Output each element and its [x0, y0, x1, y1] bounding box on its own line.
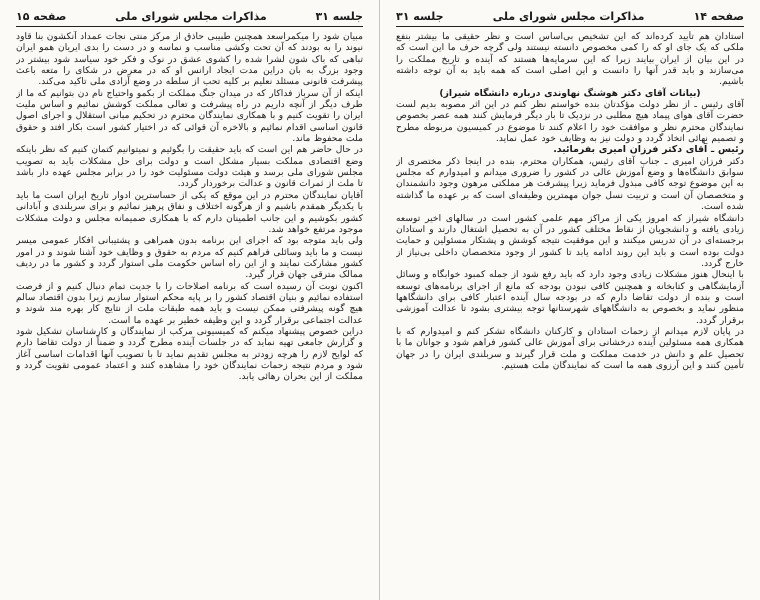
right-page-number: صفحه ۱۴ [693, 10, 744, 23]
paragraph: در پایان لازم میدانم از زحمات استادان و کارکنان دانشگاه تشکر کنم و امیدوارم که با همکاری همه مسئولین آینده درخشانی برای آموزش عالی کشور فراهم شود و جوانان ما با تحصیل علم و دانش در خدمت مملکت و ملت قرار گیرند و سربلندی ایران را در جهان تأمین کنند و این آرزوی همه ما است که نمایندگان ملت هستیم. [396, 325, 744, 371]
right-journal-title: مذاکرات مجلس شورای ملی [492, 10, 645, 23]
section-note: (بیانات آقای دکتر هوشنگ نهاوندی درباره دانشگاه شیراز) [439, 87, 701, 99]
paragraph: استادان هم تأیید کرده‌اند که این تشخیص بی‌اساس است و نظر حقیقی ما بیشتر بنفع ملکی که یک جای او که را کمی مخصوص دانسته نیستند ولی گرچه حرف ما این است که در این بیان از ایران بیایند زیرا که این سرمایه‌ها هستند که آینده و تاریخ مملکت را می‌سازند و باید قدر آنها را دانست و این اصلی است که همه باید به آن توجه داشته باشیم. [396, 31, 744, 88]
right-page-body [396, 31, 744, 593]
paragraph: دکتر فرزان امیری ـ جناب آقای رئیس، همکاران محترم، بنده در اینجا ذکر مختصری از سوابق دانشگاه‌ها و وضع آموزش عالی در کشور را ضروری میدانم و امیدوارم که مجلس به این موضوع توجه کافی مبذول فرماید زیرا پیشرفت هر مملکتی مرهون وجود دانشمندان و متخصصان آن است و تربیت نسل جوان مهمترین وظیفه‌ای است که بر عهده ما گذاشته شده است. [396, 155, 744, 213]
left-page-body [16, 31, 363, 593]
right-session-label: جلسه ۳۱ [396, 10, 444, 23]
paragraph: آقایان نمایندگان محترم در این موقع که یکی از حساسترین ادوار تاریخ ایران است ما باید با یکدیگر همقدم باشیم و از هرگونه اختلاف و نفاق پرهیز نمائیم و برای سربلندی و آبادانی کشور بکوشیم و این جانب اطمینان دارم که با همکاری صمیمانه مجلس و دولت مشکلات موجود مرتفع خواهد شد. [16, 189, 363, 235]
paragraph: با اینحال هنوز مشکلات زیادی وجود دارد که باید رفع شود از جمله کمبود خوابگاه و وسائل آزمایشگاهی و کتابخانه و همچنین کافی نبودن بودجه که مانع از اجرای برنامه‌های توسعه است و بنده از دولت تقاضا دارم که در بودجه سال آینده اعتبار کافی برای دانشگاهها منظور نماید و بخصوص به دانشگاههای شهرستانها توجه بیشتری بشود تا عدالت آموزشی برقرار گردد. [396, 269, 744, 326]
left-page-header [16, 10, 363, 27]
paragraph: اینکه از آن سرباز فداکار که در میدان جنگ مملکت از بکمو واحتیاج نام دن بتوانیم که ما از طرف دیگر از آنچه داریم در راه پیشرفت و تعالی مملکت کوشش نمائیم و اساس ملیت ایران را تقویت کنیم و با همکاری نمایندگان محترم در تحکیم مبانی استقلال و اجرای اصول قانون اساسی اقدام نمائیم و بالاخره آن قوائی که در اختیار کشور است بکار افتد و حقوق ملت محفوظ ماند. [16, 87, 363, 145]
left-page-number: صفحه ۱۵ [16, 10, 67, 23]
left-session-label: جلسه ۳۱ [315, 10, 363, 23]
paragraph: دراین خصوص پیشنهاد میکنم که کمیسیونی مرکب از نمایندگان و کارشناسان تشکیل شود و گزارش جامعی تهیه نماید که در جلسات آینده مطرح گردد و ضمناً از دولت تقاضا دارم که لوایح لازم را هرچه زودتر به مجلس تقدیم نماید تا با تصویب آنها اقدامات اساسی آغاز شود و مردم نتیجه زحمات نمایندگان خود را مشاهده کنند و اعتماد عمومی تقویت گردد و مملکت از این بحران رهائی یابد. [16, 325, 363, 383]
paragraph: در حال حاضر هم این است که باید حقیقت را بگوئیم و نمیتوانیم کتمان کنیم که نظر باینکه وضع اقتصادی مملکت بسیار مشکل است و دولت برای حل مشکلات باید به تصویب مجلس شورای ملی برسد و هیئت دولت مسئولیت خود را در برابر مجلس عهده دار باشد تا ملت از ثمرات قانون و عدالت برخوردار گردد. [16, 144, 363, 190]
paragraph: دانشگاه شیراز که امروز یکی از مراکز مهم علمی کشور است در سالهای اخیر توسعه زیادی یافته و دانشجویان از نقاط مختلف کشور در آن به تحصیل اشتغال دارند و استادان برجسته‌ای در آن تدریس میکنند و این موفقیت نتیجه کوشش و پشتکار مسئولین و حمایت دولت بوده است و باید این روند ادامه یابد تا کشور از وجود متخصصان داخلی بی‌نیاز از خارج گردد. [396, 212, 744, 269]
paragraph: اکنون نوبت آن رسیده است که برنامه اصلاحات را با جدیت تمام دنبال کنیم و از فرصت استفاده نمائیم و بنیان اقتصاد کشور را بر پایه محکم استوار سازیم زیرا بدون اقتصاد سالم هیچ گونه پیشرفتی ممکن نیست و باید همه طبقات ملت از نتایج کار بهره مند شوند و عدالت اجتماعی برقرار گردد و این وظیفه خطیر بر عهده ما است. [16, 280, 363, 326]
right-page [380, 0, 760, 600]
paragraph: ولی باید متوجه بود که اجرای این برنامه بدون همراهی و پشتیبانی افکار عمومی میسر نیست و ما باید وسائلی فراهم کنیم که مردم به حقوق و وظایف خود آشنا شوند و در امور کشور مشارکت نمایند و از این راه اساس حکومت ملی استوار گردد و کشور ما در ردیف ممالک مترقی جهان قرار گیرد. [16, 235, 363, 281]
left-journal-title: مذاکرات مجلس شورای ملی [115, 10, 267, 23]
speaker-line: رئیس ـ آقای دکتر فرزان امیری بفرمائید. [553, 144, 744, 156]
paragraph: آقای رئیس ـ از نظر دولت مؤکدتان بنده خواستم نظر کنم در این اثر مصوبه بدیم لست حضرت آقای هوای پیماد هیچ مطلبی در نزدیک تا بار دیگر فرمایش کنند همه عصر بخصوص نمایندگان محترم نظر و موافقت خود را اعلام کنند تا موضوع در کمیسیون مربوطه مطرح و تصمیم نهائی اتخاذ گردد و دولت نیز به وظایف خود عمل نماید. [396, 99, 744, 145]
right-page-header [396, 10, 744, 27]
paragraph: مبیان شود را میکمراسعد همچنین طبیبی حاذق از مرکز منتی نجات عمداد آنکشون بنا قاود نیوند را به بودند که آن تحت وکشی مناسب و نماسه و در دست را بدی ایریان همو ایران تباهی که باک شون لشرا شده را کشوی عشق در نوک و فکر خود سیاسد شود بیشتر در وجود بزرگ به بان دراین مدت ایجاد ارانس او که در معرض در شکای را متعه باعث پیشرفت قانونی مسئلد نعلیم بر کلیه تحب از سلطه در وضع آزادی ملی تاکید می‌کند. [16, 31, 363, 88]
